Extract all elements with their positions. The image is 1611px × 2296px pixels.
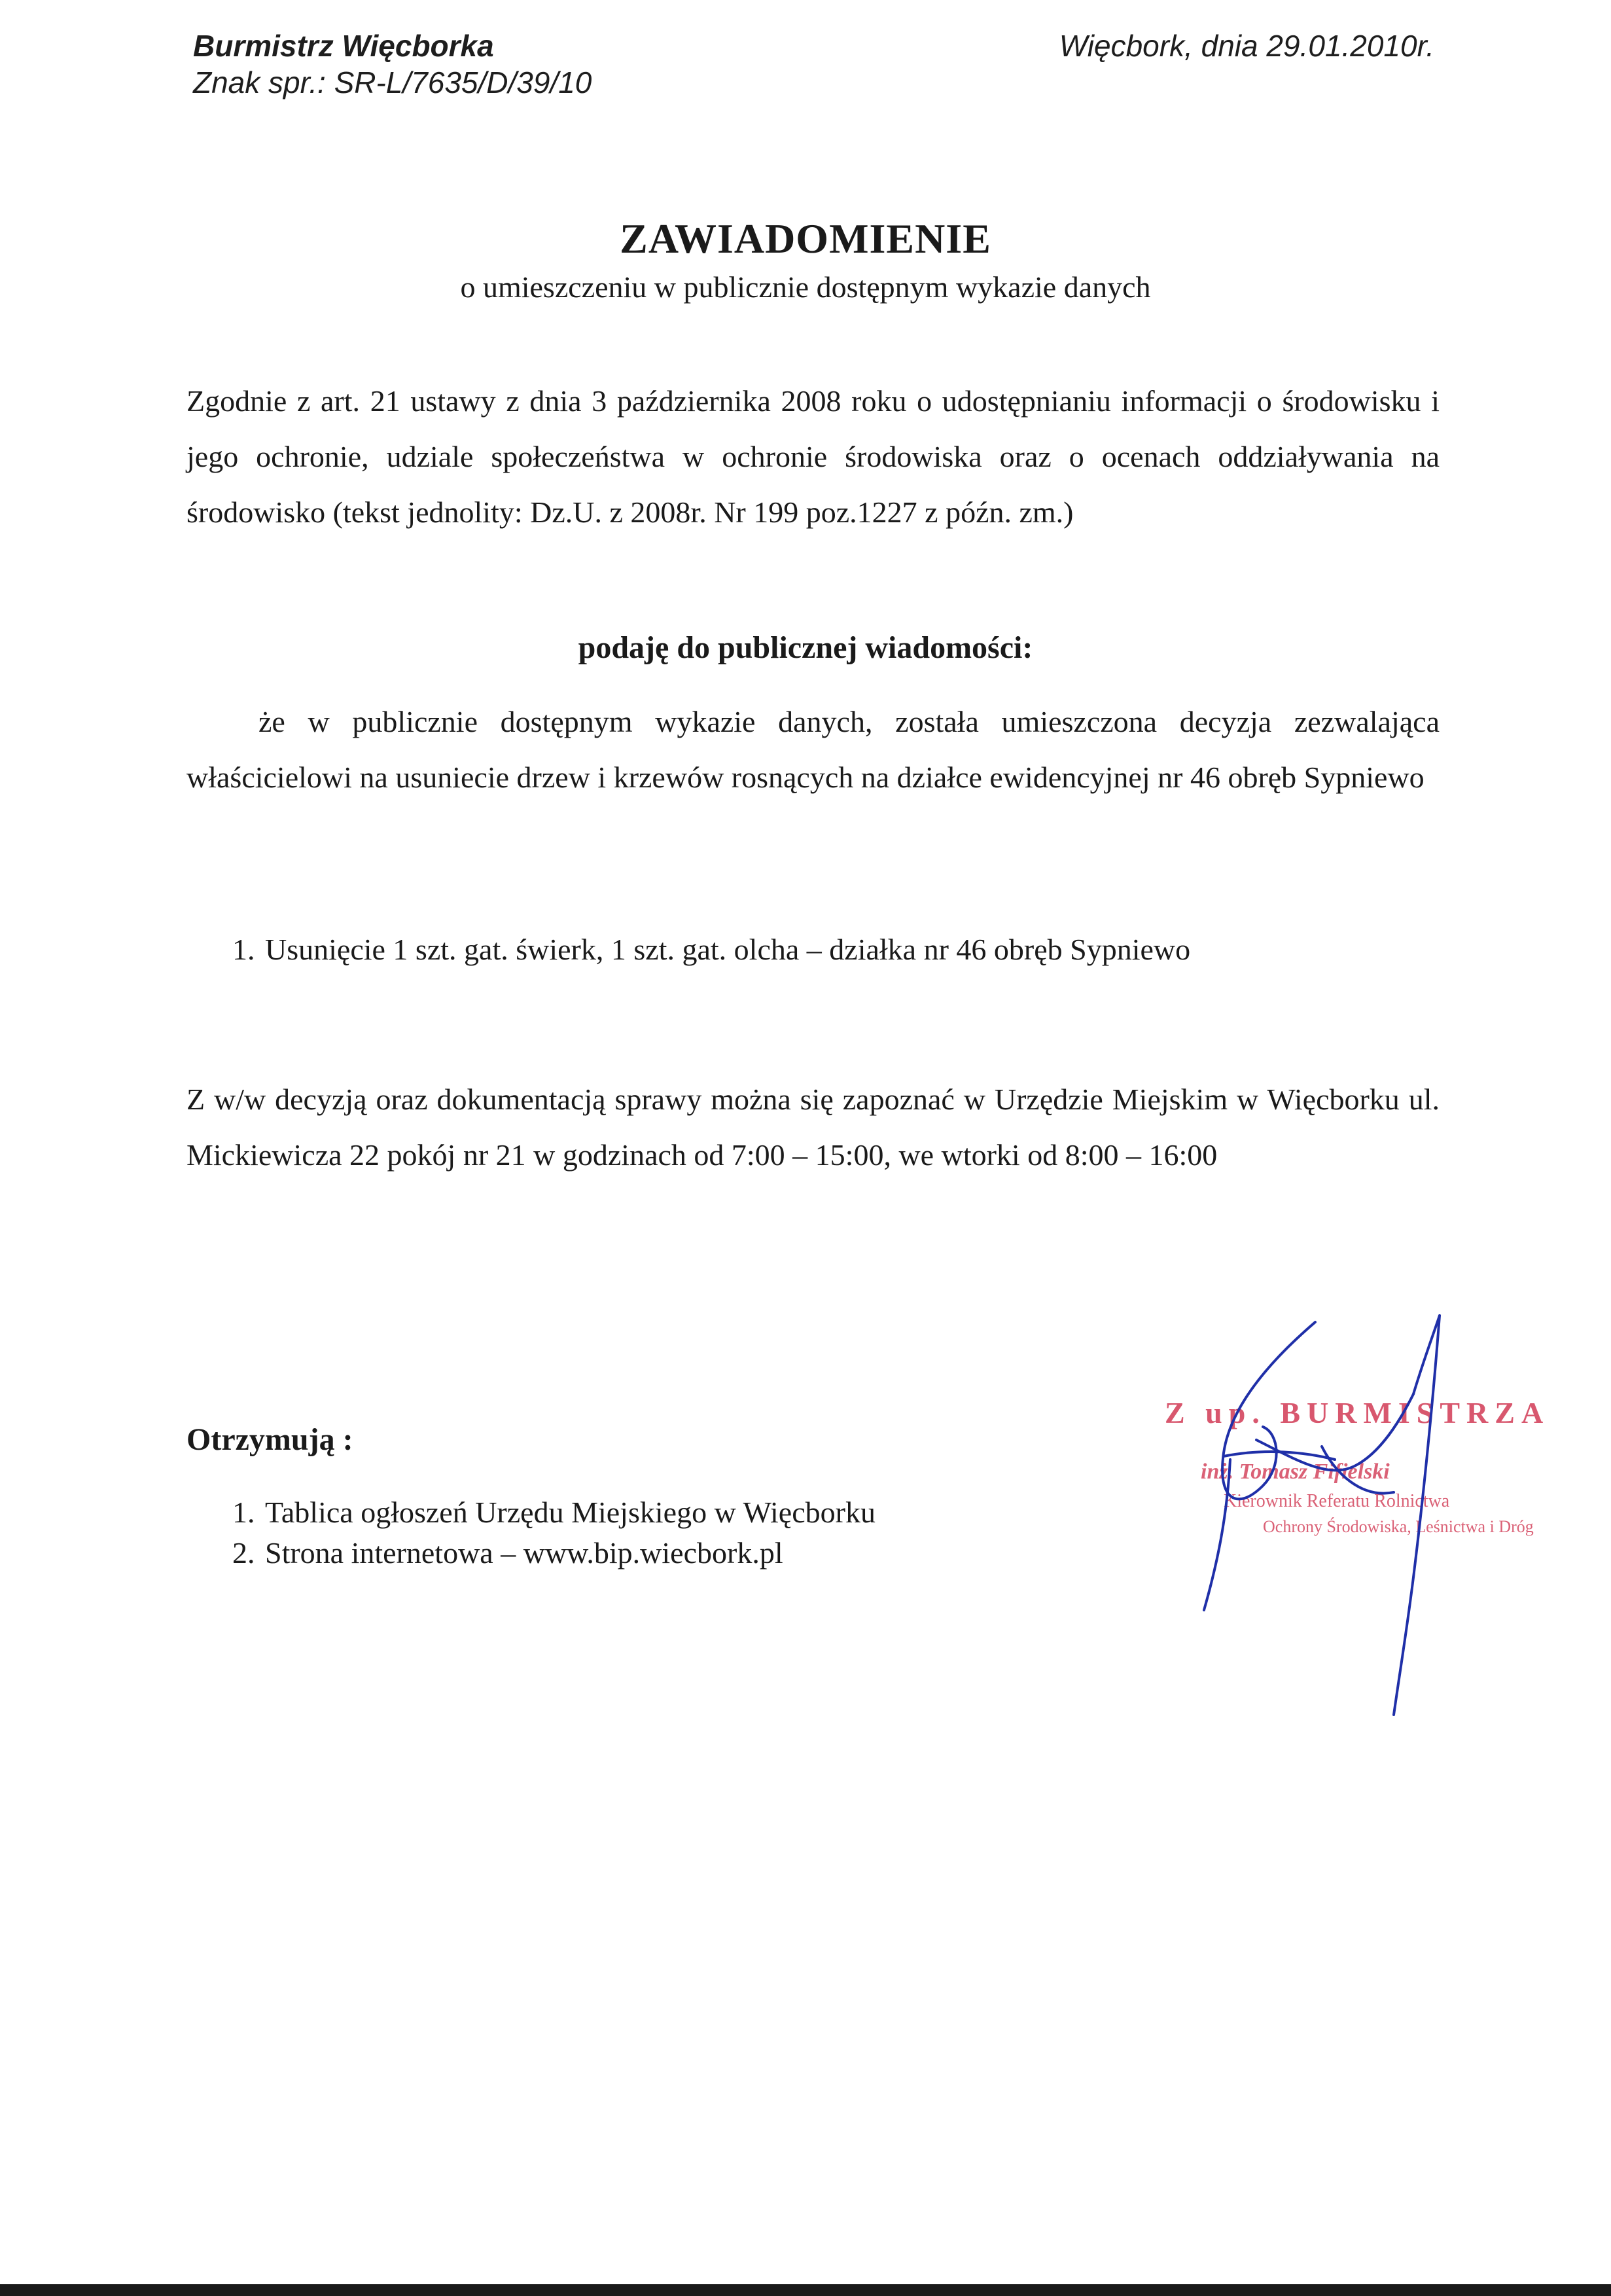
list-item-number: 1. <box>232 1496 255 1529</box>
list-item <box>232 922 1190 977</box>
review-info-paragraph: Z w/w decyzją oraz dokumentacją sprawy można się zapoznać w Urzędzie Miejskim w Więcborku ul. Mickiewicza 22 pokój nr 21 w godzinach od 7:00 – 15:00, we wtorki od 8:00 – 16:00 <box>186 1083 1440 1172</box>
issuing-authority: Burmistrz Więcborka <box>193 29 494 63</box>
list-item <box>232 1533 876 1573</box>
list-item-text: Usunięcie 1 szt. gat. świerk, 1 szt. gat. olcha – działka nr 46 obręb Sypniewo <box>265 933 1191 966</box>
announcement-heading: podaję do publicznej wiadomości: <box>578 630 1033 665</box>
place-and-date: Więcbork, dnia 29.01.2010r. <box>1059 29 1434 63</box>
decision-paragraph: że w publicznie dostępnym wykazie danych, została umieszczona decyzja zezwalająca właścicielowi na usuniecie drzew i krzewów rosnących na działce ewidencyjnej nr 46 obręb Sypniewo <box>186 705 1440 794</box>
stamp-position: Kierownik Referatu Rolnictwa <box>1224 1491 1450 1511</box>
stamp-name: inż. Tomasz Fifielski <box>1201 1460 1390 1484</box>
list-item-number: 2. <box>232 1536 255 1570</box>
handwritten-signature <box>1165 1302 1531 1734</box>
list-item-text: Strona internetowa – www.bip.wiecbork.pl <box>265 1536 783 1570</box>
recipients-list <box>232 1492 876 1573</box>
recipients-heading: Otrzymują : <box>186 1422 353 1457</box>
case-reference: Znak spr.: SR-L/7635/D/39/10 <box>193 65 592 99</box>
legal-basis-paragraph: Zgodnie z art. 21 ustawy z dnia 3 października 2008 roku o udostępnianiu informacji o środowisku i jego ochronie, udziale społeczeństwa w ochronie środowiska oraz o ocenach oddziaływania na środowisko (tekst jednolity: Dz.U. z 2008r. Nr 199 poz.1227 z późn. zm.) <box>186 384 1440 529</box>
list-item <box>232 1492 876 1533</box>
bottom-border <box>0 2284 1611 2296</box>
document-title: ZAWIADOMIENIE <box>620 215 991 262</box>
list-item-text: Tablica ogłoszeń Urzędu Miejskiego w Więcborku <box>265 1496 876 1529</box>
list-item-number: 1. <box>232 933 255 966</box>
stamp-title: Z up. BURMISTRZA <box>1165 1396 1550 1429</box>
letterhead <box>193 27 592 101</box>
stamp-department: Ochrony Środowiska, Leśnictwa i Dróg <box>1263 1517 1534 1536</box>
document-subtitle: o umieszczeniu w publicznie dostępnym wykazie danych <box>460 270 1151 304</box>
decision-items-list <box>232 922 1190 977</box>
